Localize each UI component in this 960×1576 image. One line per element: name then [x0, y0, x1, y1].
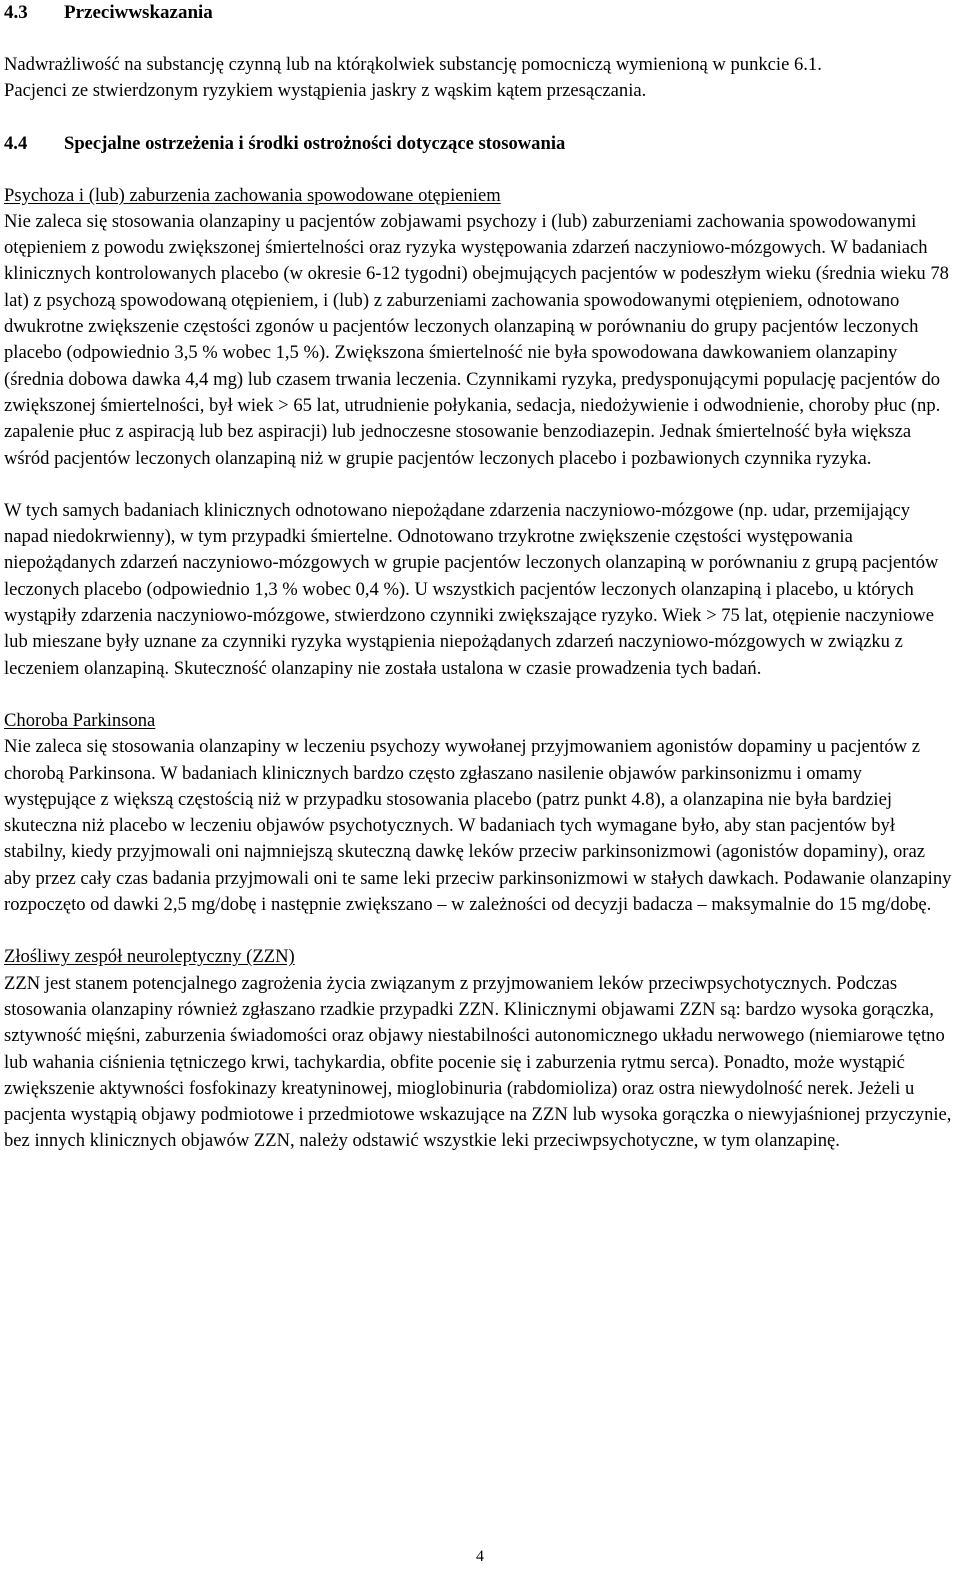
spacer	[4, 918, 956, 944]
section-heading-4-3	[4, 0, 956, 26]
spacer	[4, 26, 956, 52]
subheading-parkinson: Choroba Parkinsona	[4, 709, 156, 731]
paragraph-hypersensitivity: Nadwrażliwość na substancję czynną lub na którąkolwiek substancję pomocniczą wymienioną w punkcie 6.1.	[4, 54, 822, 75]
spacer	[4, 682, 956, 708]
section-title: Przeciwwskazania	[64, 2, 213, 23]
section-title: Specjalne ostrzeżenia i środki ostrożności dotyczące stosowania	[64, 132, 566, 154]
section-heading-4-4	[4, 131, 956, 157]
spacer	[4, 472, 956, 498]
spacer	[4, 105, 956, 131]
subheading-zzn: Złośliwy zespół neuroleptyczny (ZZN)	[4, 946, 295, 968]
subheading-psychosis: Psychoza i (lub) zaburzenia zachowania spowodowane otępieniem	[4, 184, 501, 206]
spacer	[4, 157, 956, 183]
paragraph-parkinson: Nie zaleca się stosowania olanzapiny w leczeniu psychozy wywołanej przyjmowaniem agonistów dopaminy u pacjentów z chorobą Parkinsona. W badaniach klinicznych bardzo często zgłaszano nasilenie objawów parkinsonizmu i omamy występujące z większą częstością niż w przypadku stosowania placebo (patrz punkt 4.8), a olanzapina nie była bardziej skuteczna niż placebo w leczeniu objawów psychotycznych. W badaniach tych wymagane było, aby stan pacjentów był stabilny, kiedy przyjmowali oni najmniejszą skuteczną dawkę leków przeciw parkinsonizmowi (agonistów dopaminy), oraz aby przez cały czas badania przyjmowali oni te same leki przeciw parkinsonizmowi w stałych dawkach. Podawanie olanzapiny rozpoczęto od dawki 2,5 mg/dobę i następnie zwiększano – w zależności od decyzji badacza – maksymalnie do 15 mg/dobę.	[4, 736, 952, 916]
section-number: 4.4	[4, 132, 28, 154]
paragraph-glaucoma: Pacjenci ze stwierdzonym ryzykiem wystąpienia jaskry z wąskim kątem przesączania.	[4, 80, 647, 102]
document-page	[4, 0, 956, 1155]
page-number: 4	[476, 1548, 484, 1565]
paragraph-psychosis-mortality: Nie zaleca się stosowania olanzapiny u pacjentów zobjawami psychozy i (lub) zaburzeniami zachowania spowodowanymi otępieniem z powodu zwiększonej śmiertelności oraz ryzyka występowania zdarzeń naczyniowo-mózgowych. W badaniach klinicznych kontrolowanych placebo (w okresie 6-12 tygodni) obejmujących pacjentów w podeszłym wieku (średnia wieku 78 lat) z psychozą spowodowaną otępieniem, i (lub) z zaburzeniami zachowania spowodowanymi otępieniem, odnotowano dwukrotne zwiększenie częstości zgonów u pacjentów leczonych olanzapiną w porównaniu do grupy pacjentów leczonych placebo (odpowiednio 3,5 % wobec 1,5 %). Zwiększona śmiertelność nie była spowodowana dawkowaniem olanzapiny (średnia dobowa dawka 4,4 mg) lub czasem trwania leczenia. Czynnikami ryzyka, predysponującymi populację pacjentów do zwiększonej śmiertelności, był wiek > 65 lat, utrudnienie połykania, sedacja, niedożywienie i odwodnienie, choroby płuc (np. zapalenie płuc z aspiracją lub bez aspiracji) lub jednoczesne stosowanie benzodiazepin. Jednak śmiertelność była większa wśród pacjentów leczonych olanzapiną niż w grupie pacjentów leczonych placebo i pozbawionych czynnika ryzyka.	[4, 210, 949, 469]
section-number: 4.3	[4, 2, 28, 23]
paragraph-zzn: ZZN jest stanem potencjalnego zagrożenia życia związanym z przyjmowaniem leków przeciwpsychotycznych. Podczas stosowania olanzapiny również zgłaszano rzadkie przypadki ZZN. Klinicznymi objawami ZZN są: bardzo wysoka gorączka, sztywność mięśni, zaburzenia świadomości oraz objawy niestabilności autonomicznego układu nerwowego (niemiarowe tętno lub wahania ciśnienia tętniczego krwi, tachykardia, obfite pocenie się i zaburzenia rytmu serca). Ponadto, może wystąpić zwiększenie aktywności fosfokinazy kreatyninowej, mioglobinuria (rabdomioliza) oraz ostra niewydolność nerek. Jeżeli u pacjenta wystąpią objawy podmiotowe i przedmiotowe wskazujące na ZZN lub wysoka gorączka o niewyjaśnionej przyczynie, bez innych klinicznych objawów ZZN, należy odstawić wszystkie leki przeciwpsychotyczne, w tym olanzapinę.	[4, 972, 952, 1152]
paragraph-cerebrovascular-events: W tych samych badaniach klinicznych odnotowano niepożądane zdarzenia naczyniowo-mózgowe (np. udar, przemijający napad niedokrwienny), w tym przypadki śmiertelne. Odnotowano trzykrotne zwiększenie częstości występowania niepożądanych zdarzeń naczyniowo-mózgowych w grupie pacjentów leczonych olanzapiną w porównaniu z grupą pacjentów leczonych placebo (odpowiednio 1,3 % wobec 0,4 %). U wszystkich pacjentów leczonych olanzapiną i placebo, u których wystąpiły zdarzenia naczyniowo-mózgowe, stwierdzono czynniki zwiększające ryzyko. Wiek > 75 lat, otępienie naczyniowe lub mieszane były uznane za czynniki ryzyka wystąpienia niepożądanych zdarzeń naczyniowo-mózgowych w związku z leczeniem olanzapiną. Skuteczność olanzapiny nie została ustalona w czasie prowadzenia tych badań.	[4, 499, 939, 679]
